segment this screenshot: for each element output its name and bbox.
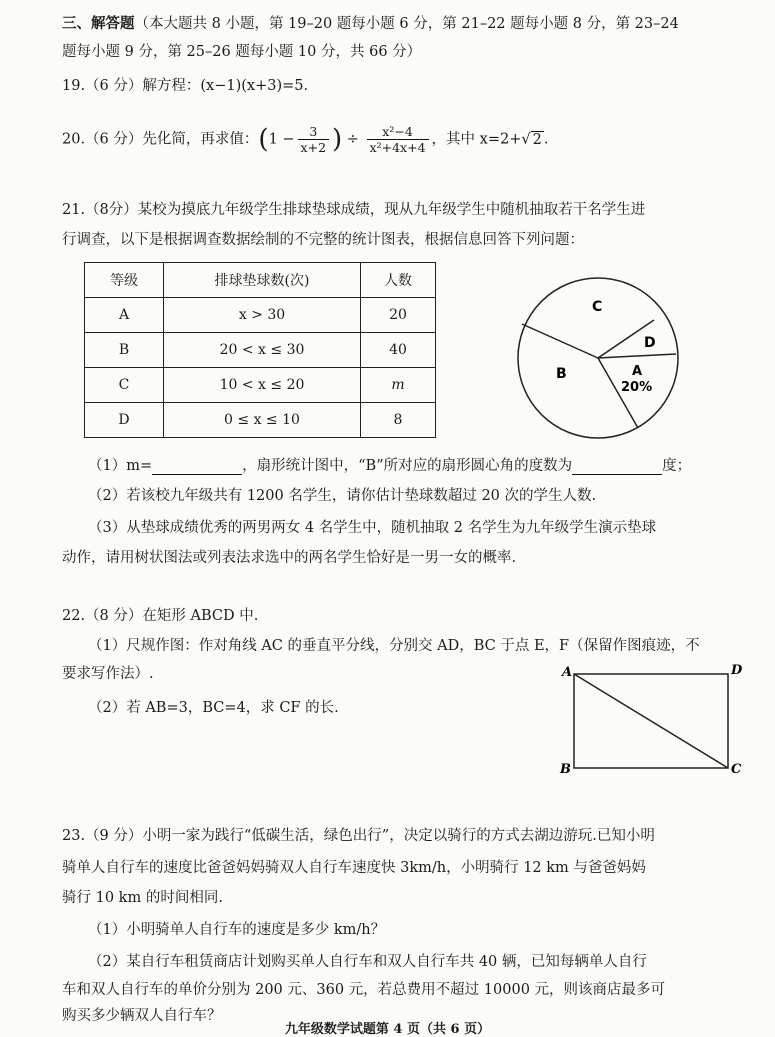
q20-f2-num: x²−4 [367, 124, 429, 140]
table-cell: 40 [361, 333, 436, 368]
pie-label-a-percent: 20% [621, 380, 653, 395]
q21-data-table [84, 262, 436, 438]
section-title: 三、解答题 [62, 15, 135, 32]
q21-p1-b: ，扇形统计图中，“B”所对应的扇形圆心角的度数为 [242, 458, 573, 474]
q21-part-2: （2）若该校九年级共有 1200 名学生，请你估计垫球数超过 20 次的学生人数. [88, 488, 597, 504]
q20-fraction-1 [298, 124, 329, 155]
q20-cond-prefix: ，其中 x=2+ [431, 131, 522, 148]
table-header: 人数 [361, 263, 436, 298]
q21-pie-chart [508, 268, 688, 448]
table-cell: 10 < x ≤ 20 [164, 368, 361, 403]
table-cell: B [85, 333, 164, 368]
q23-part-2-line-3: 购买多少辆双人自行车？ [62, 1008, 222, 1024]
answer-blank [572, 474, 662, 475]
q20-fraction-2 [367, 124, 429, 155]
answer-blank [152, 474, 242, 475]
table-cell: A [85, 298, 164, 333]
section-header [62, 12, 679, 33]
q23-part-2-line-1: （2）某自行车租赁商店计划购买单人自行车和双人自行车共 40 辆，已知每辆单人自行 [88, 954, 647, 970]
q20-prefix: 20.（6 分）先化简，再求值： [62, 131, 259, 148]
q20-div: ÷ [346, 131, 359, 148]
q21-p1-a: （1）m= [88, 458, 153, 474]
table-cell: 8 [361, 403, 436, 438]
table-cell: C [85, 368, 164, 403]
table-cell: 20 < x ≤ 30 [164, 333, 361, 368]
table-cell: 0 ≤ x ≤ 10 [164, 403, 361, 438]
table-row [85, 368, 436, 403]
q23-line-2: 骑单人自行车的速度比爸爸妈妈骑双人自行车速度快 3km/h，小明骑行 12 km 与爸爸妈妈 [62, 860, 646, 876]
pie-divider [522, 324, 598, 358]
q21-part-3-line-2: 动作，请用树状图法或列表法求选中的两名学生恰好是一男一女的概率. [62, 550, 517, 566]
table-row [85, 298, 436, 333]
q23-part-1: （1）小明骑单人自行车的速度是多少 km/h？ [88, 922, 386, 938]
table-cell: 20 [361, 298, 436, 333]
table-cell: x > 30 [164, 298, 361, 333]
q19-text: 19.（6 分）解方程：(x−1)(x+3)=5. [62, 78, 309, 94]
table-header-row [85, 263, 436, 298]
q22-part-1-line-2: 要求写作法）. [62, 666, 154, 682]
vertex-label-a: A [562, 665, 573, 680]
q22-line-1: 22.（8 分）在矩形 ABCD 中. [62, 608, 259, 624]
page-footer: 九年级数学试题第 4 页（共 6 页） [284, 1022, 491, 1037]
pie-label-d: D [644, 335, 656, 351]
vertex-label-d: D [731, 663, 743, 678]
vertex-label-c: C [731, 762, 742, 777]
diagonal-ac [574, 674, 728, 768]
table-row [85, 333, 436, 368]
q20-one-minus: 1 − [268, 131, 295, 148]
table-header: 等级 [85, 263, 164, 298]
q22-rectangle-diagram [556, 662, 756, 782]
q23-line-1: 23.（9 分）小明一家为践行“低碳生活，绿色出行”，决定以骑行的方式去湖边游玩.已知小明 [62, 828, 655, 844]
q23-line-3: 骑行 10 km 的时间相同. [62, 890, 223, 906]
q21-line-2: 行调查，以下是根据调查数据绘制的不完整的统计图表，根据信息回答下列问题： [62, 232, 584, 248]
q20-f2-den: x²+4x+4 [369, 140, 426, 155]
q20-expression: 20.（6 分）先化简，再求值：(1 − $\frac{3}{x+2}$ ) ÷ $\frac{\text{x²−4}}{\text{x²+4x+4}}$ ，其中 x=2+√ 2 . [62, 124, 549, 155]
q20-f1-num: 3 [298, 124, 329, 140]
q21-line-1: 21.（8分）某校为摸底九年级学生排球垫球成绩，现从九年级学生中随机抽取若干名学生进 [62, 202, 646, 218]
table-cell: D [85, 403, 164, 438]
q20-sqrt: 2 [532, 131, 542, 148]
q20-f1-den: x+2 [300, 140, 327, 155]
table-row [85, 403, 436, 438]
section-desc-1: （本大题共 8 小题，第 19–20 题每小题 6 分，第 21–22 题每小题 8 分，第 23–24 [134, 16, 679, 32]
table-header: 排球垫球数(次) [164, 263, 361, 298]
q21-part-3-line-1: （3）从垫球成绩优秀的两男两女 4 名学生中，随机抽取 2 名学生为九年级学生演示垫球 [88, 520, 657, 536]
pie-label-a: A [632, 364, 643, 379]
q22-part-2: （2）若 AB=3，BC=4，求 CF 的长. [88, 700, 339, 716]
pie-label-b: B [556, 366, 567, 382]
pie-label-c: C [592, 299, 603, 315]
q22-part-1-line-1: （1）尺规作图：作对角线 AC 的垂直平分线，分别交 AD，BC 于点 E，F（保留作图痕迹，不 [88, 638, 700, 654]
section-desc-2: 题每小题 9 分，第 25–26 题每小题 10 分，共 66 分） [62, 44, 422, 60]
vertex-label-b: B [560, 762, 571, 777]
q21-p1-c: 度； [662, 458, 692, 474]
table-cell: m [361, 368, 436, 403]
q23-part-2-line-2: 车和双人自行车的单价分别为 200 元、360 元，若总费用不超过 10000 元，则该商店最多可 [62, 982, 666, 998]
q21-part-1 [88, 454, 691, 475]
q20-cond-suffix: . [543, 131, 549, 148]
pie-divider [598, 354, 676, 358]
